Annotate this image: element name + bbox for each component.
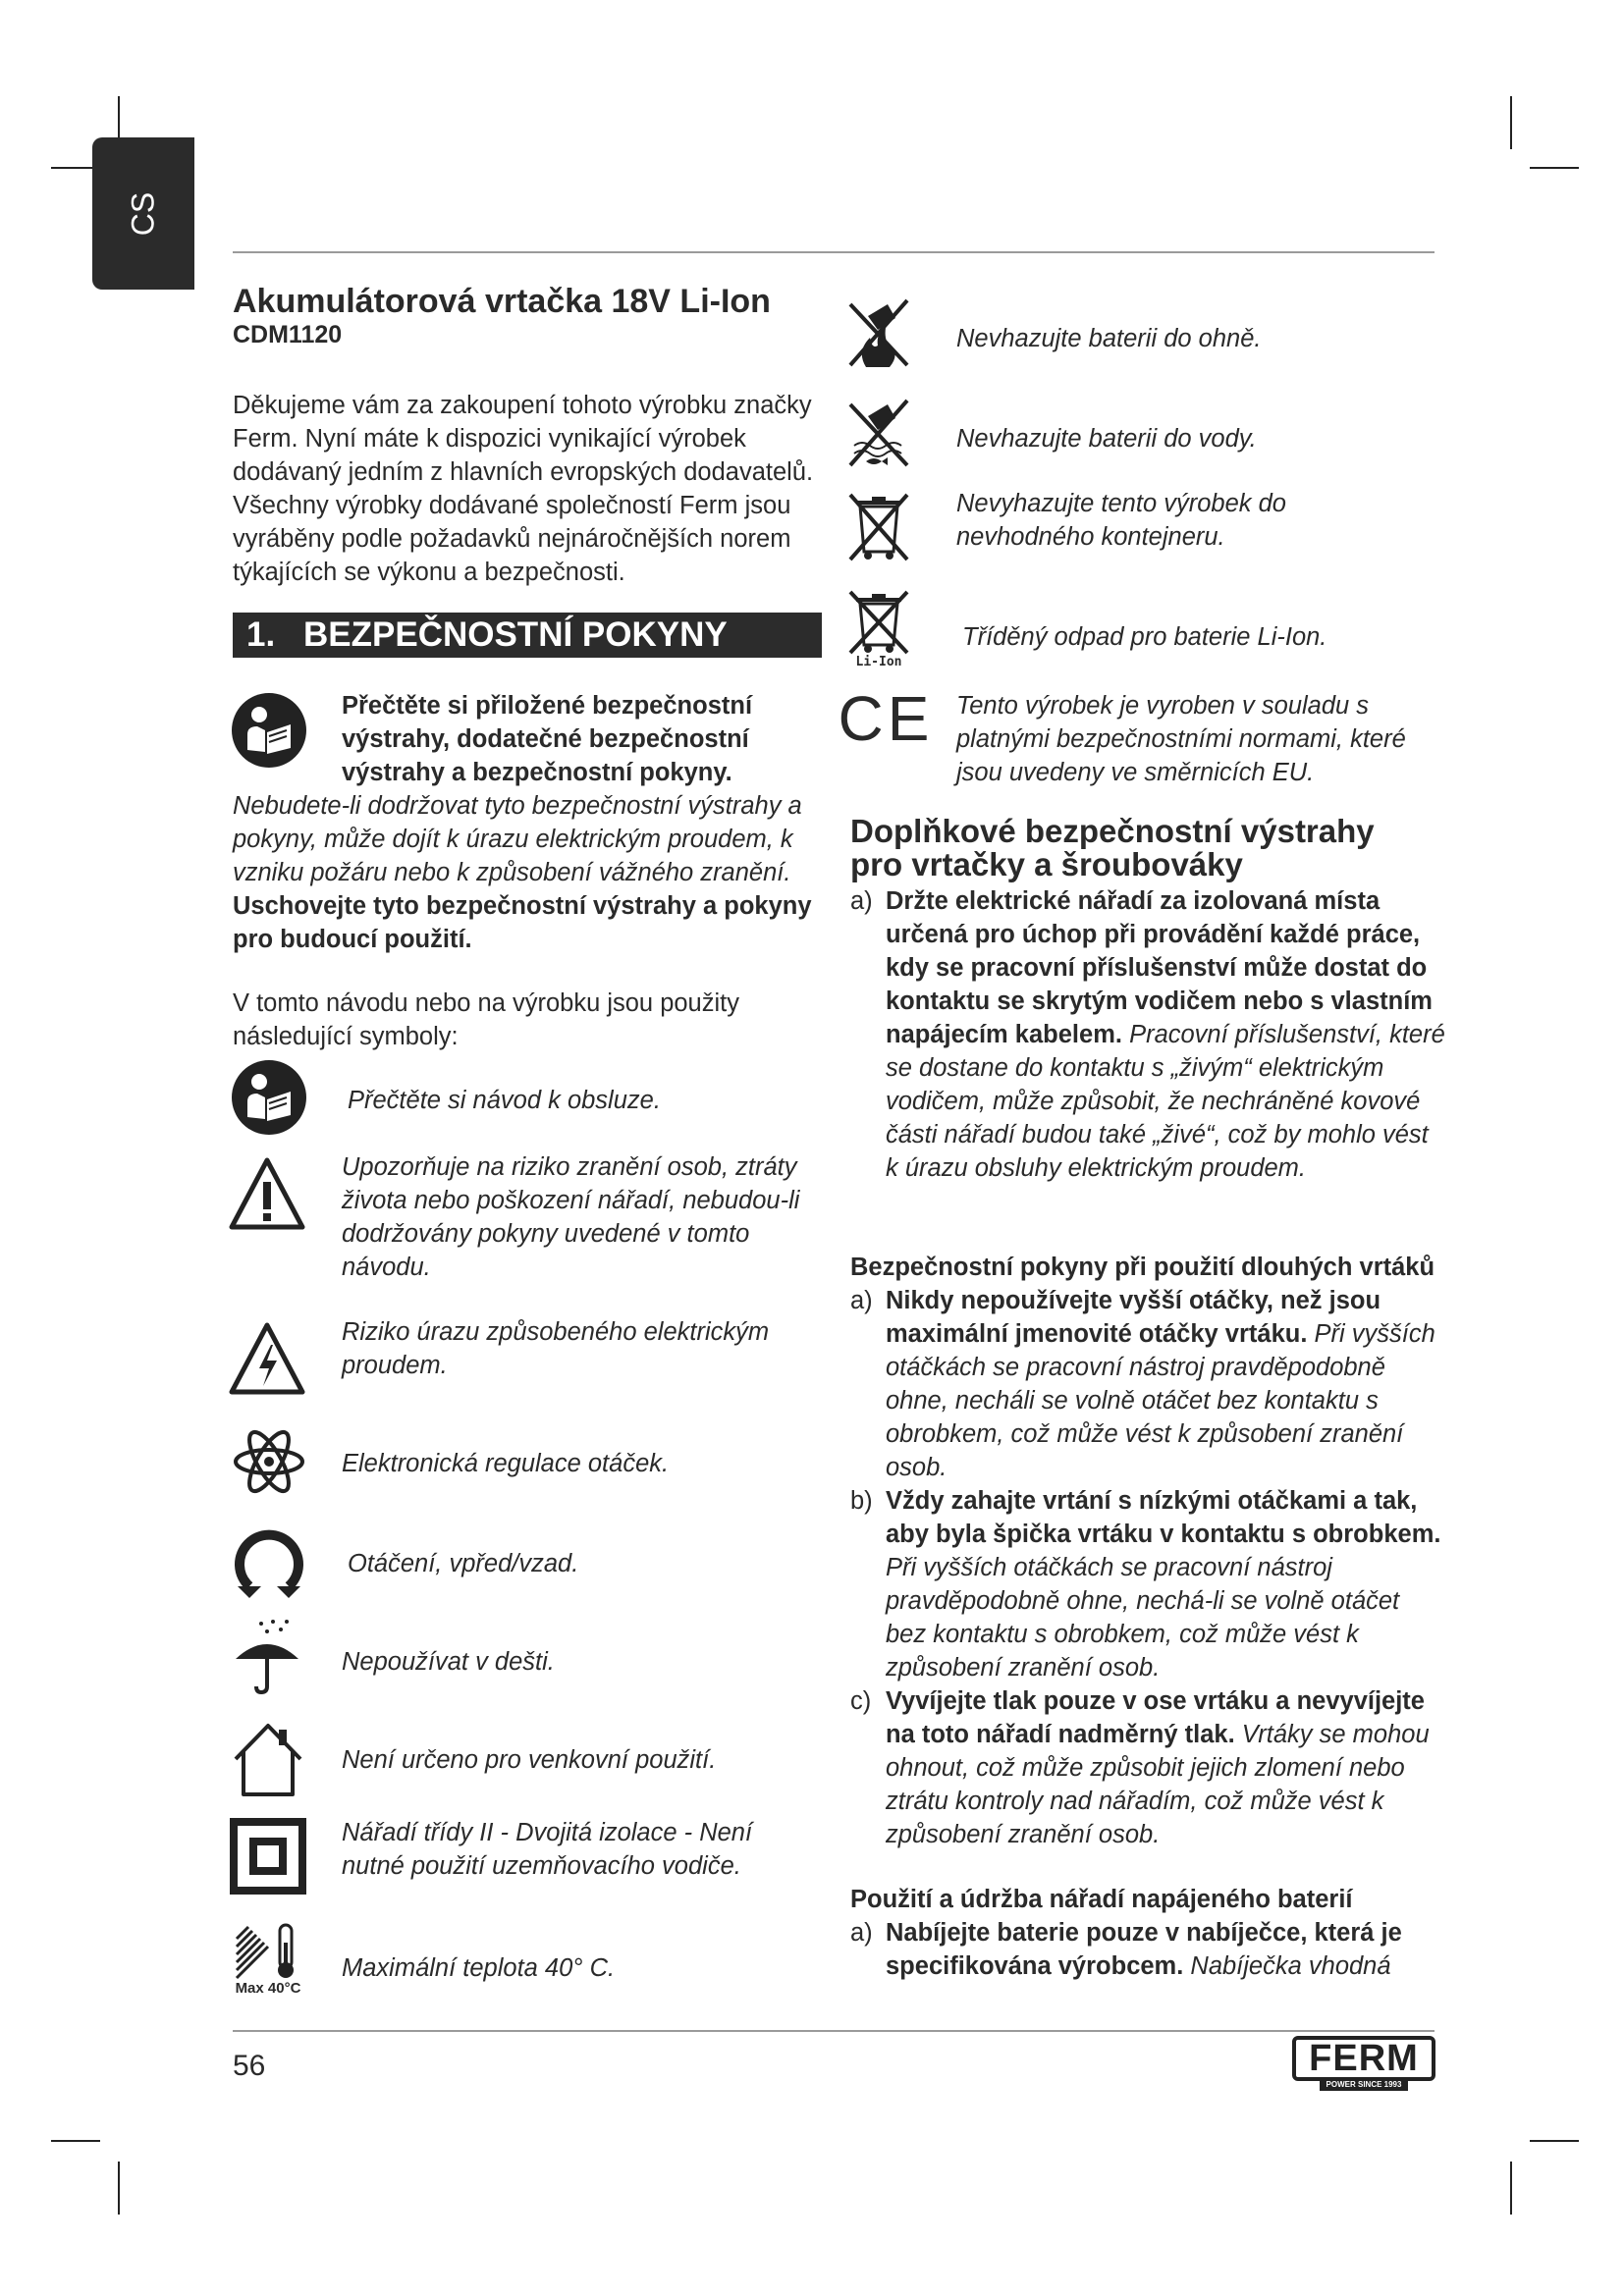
item-bold: Nikdy nepoužívejte vyšší otáčky, než jsou maximální jmenovité otáčky vrtáku. [886, 1287, 1381, 1348]
crop-mark [1510, 2162, 1512, 2215]
symbol-text: Není určeno pro venkovní použití. [342, 1746, 717, 1774]
atom-icon [232, 1427, 306, 1496]
warning-keep: Uschovejte tyto bezpečnostní výstrahy a pokyny pro budoucí použití. [233, 892, 812, 953]
document-title: Akumulátorová vrtačka 18V Li-Ion [233, 283, 771, 320]
symbol-text: Riziko úrazu způsobeného elektrickým proudem. [342, 1318, 770, 1379]
no-water-icon [846, 395, 911, 471]
ce-mark-icon [838, 683, 934, 754]
crop-mark [1530, 2140, 1579, 2142]
list-label: a) [850, 1287, 873, 1314]
list-item [886, 1916, 1465, 1983]
rotation-icon [230, 1522, 308, 1600]
item-italic: Při vyšších otáčkách se pracovní nástroj pravděpodobně ohne, necháli se volně otáčet bez kontaktu s obrobkem, což může vést k způsobení zranění osob. [886, 1320, 1435, 1481]
double-insulation-icon [230, 1818, 306, 1895]
no-fire-icon [846, 294, 911, 371]
item-italic: Nabíječka vhodná [1190, 1952, 1391, 1980]
symbols-intro: V tomto návodu nebo na výrobku jsou použity následující symboly: [233, 989, 739, 1050]
model-number: CDM1120 [233, 321, 343, 348]
item-bold: Vždy zahajte vrtání s nízkými otáčkami a tak, aby byla špička vrtáku v kontaktu s obrobkem. [886, 1487, 1441, 1548]
item-bold: Držte elektrické nářadí za izolovaná místa určená pro úchop při provádění každé práce, kdy se pracovní příslušenství může dostat do kontaktu se skrytým vodičem nebo s vlastním napájecím kabelem. [886, 887, 1433, 1048]
brand-name: FERM [1309, 2038, 1419, 2079]
symbol-text: Přečtěte si návod k obsluze. [348, 1087, 661, 1114]
drill-section-title: Doplňkové bezpečnostní výstrahy pro vrtačky a šroubováky [850, 813, 1375, 882]
symbol-text: Maximální teplota 40° C. [342, 1954, 616, 1982]
crossed-bin-icon [846, 491, 911, 561]
symbol-text: Tříděný odpad pro baterie Li-Ion. [962, 623, 1327, 651]
ferm-logo [1292, 2036, 1435, 2095]
section-header [233, 613, 822, 658]
crop-mark [51, 2140, 100, 2142]
list-label: c) [850, 1687, 872, 1715]
symbol-text: Tento výrobek je vyroben v souladu s platnými bezpečnostními normami, které jsou uvedeny ve směrnicích EU. [956, 692, 1406, 786]
section-title: BEZPEČNOSTNÍ POKYNY [303, 615, 728, 654]
item-italic: Vrtáky se mohou ohnout, což může způsobit jejich zlomení nebo ztrátu kontroly nad nářadím, což může vést k způsobení zranění osob. [886, 1721, 1430, 1848]
max-temp-label: Max 40°C [235, 1980, 301, 1997]
intro-paragraph: Děkujeme vám za zakoupení tohoto výrobku značky Ferm. Nyní máte k dispozici vynikající výrobek dodávaný jedním z hlavních evropských dodavatelů. Všechny výrobky dodávané společností Ferm jsou vyráběny podle požadavků nejnáročnějších norem týkajících se výkonu a bezpečnosti. [233, 392, 814, 586]
top-rule [233, 251, 1435, 253]
symbol-text: Nevhazujte baterii do ohně. [956, 325, 1262, 352]
max-temperature-icon [230, 1922, 306, 1999]
brand-tagline: POWER SINCE 1993 [1320, 2079, 1408, 2091]
bottom-rule [233, 2030, 1435, 2032]
read-manual-icon [230, 691, 308, 770]
crop-mark [1530, 167, 1579, 169]
list-item [886, 884, 1445, 1185]
symbol-text: Otáčení, vpřed/vzad. [348, 1550, 579, 1577]
page-number: 56 [233, 2050, 266, 2082]
symbol-text: Nevyhazujte tento výrobek do nevhodného kontejneru. [956, 490, 1286, 551]
item-italic: Pracovní příslušenství, které se dostane do kontaktu s „živým“ elektrickým vodičem, může způsobit, že nechráněné kovové části nářadí budou také „živé“, což by mohlo vést k úrazu obsluhy elektrickým proudem. [886, 1021, 1445, 1182]
warning-bold: Přečtěte si přiložené bezpečnostní výstrahy, dodatečné bezpečnostní výstrahy a bezpečnostní pokyny. [342, 692, 753, 786]
long-bits-title: Bezpečnostní pokyny při použití dlouhých vrtáků [850, 1254, 1435, 1281]
liion-label: Li-Ion [855, 655, 902, 669]
symbol-text: Nepoužívat v dešti. [342, 1648, 555, 1676]
symbol-text: Elektronická regulace otáček. [342, 1450, 670, 1477]
battery-section-title: Použití a údržba nářadí napájeného baterií [850, 1886, 1353, 1913]
item-italic: Při vyšších otáčkách se pracovní nástroj pravděpodobně ohne, nechá-li se volně otáčet bez kontaktu s obrobkem, což může vést k způsobení zranění osob. [886, 1554, 1400, 1682]
language-tab [92, 137, 194, 290]
umbrella-rain-icon [230, 1618, 304, 1696]
list-label: a) [850, 1919, 873, 1947]
crop-mark [118, 2162, 120, 2215]
list-label: a) [850, 887, 873, 915]
list-item [886, 1484, 1445, 1684]
warning-italic: Nebudete-li dodržovat tyto bezpečnostní výstrahy a pokyny, může dojít k úrazu elektrickým proudem, k vzniku požáru nebo k způsobení vážného zranění. [233, 792, 802, 886]
list-item [886, 1684, 1445, 1851]
ce-label: CE [838, 683, 934, 754]
house-icon [230, 1720, 306, 1798]
section-number: 1. [246, 615, 276, 654]
list-label: b) [850, 1487, 873, 1515]
symbol-text: Nevhazujte baterii do vody. [956, 425, 1257, 453]
warning-paragraph [233, 789, 832, 956]
liion-bin-icon [844, 589, 913, 671]
electric-shock-icon [228, 1319, 306, 1398]
language-code: CS [125, 191, 161, 236]
read-manual-icon [230, 1058, 308, 1137]
symbol-text: Nářadí třídy II - Dvojitá izolace - Není nutné použití uzemňovacího vodiče. [342, 1819, 753, 1880]
crop-mark [1510, 96, 1512, 149]
symbol-text: Upozorňuje na riziko zranění osob, ztráty života nebo poškození nářadí, nebudou-li dodržovány pokyny uvedené v tomto návodu. [342, 1153, 800, 1281]
list-item [886, 1284, 1445, 1484]
item-bold: Nabíjejte baterie pouze v nabíječce, která je specifikována výrobcem. [886, 1919, 1402, 1980]
item-bold: Vyvíjejte tlak pouze v ose vrtáku a nevyvíjejte na toto nářadí nadměrný tlak. [886, 1687, 1425, 1748]
warning-triangle-icon [228, 1154, 306, 1233]
